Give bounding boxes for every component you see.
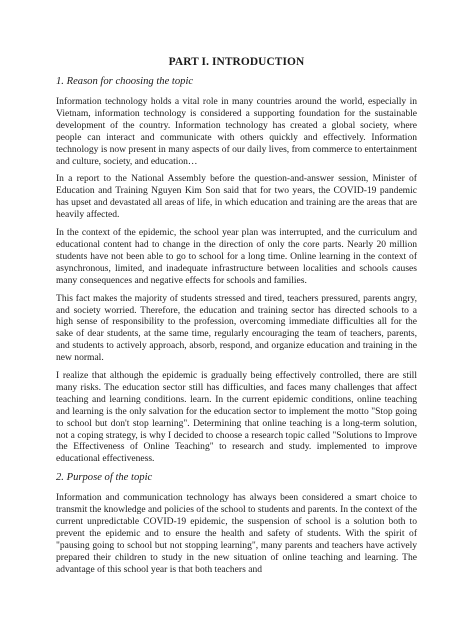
paragraph-topic-choice: I realize that although the epidemic is gradually being effectively controlled, there are still many risks. The education sector still has difficulties, and faces many challenges that affect teaching and learning conditions. learn. In the current epidemic conditions, online teaching and learning is the only salvation for the education sector to implement the motto "Stop going to school but don't stop learning". Determining that online teaching is a long-term solution, not a coping strategy, is why I decided to choose a research topic called "Solutions to Improve the Effectiveness of Online Teaching" to research and study. implemented to improve educational effectiveness. (56, 370, 417, 465)
page-content (56, 55, 417, 582)
section-heading-purpose: 2. Purpose of the topic (56, 472, 153, 484)
paragraph-epidemic-context: In the context of the epidemic, the school year plan was interrupted, and the curriculum and educational content had to change in the direction of only the core parts. Nearly 20 million students have not been able to go to school for a long time. Online learning in the context of asynchronous, limited, and inadequate infrastructure between localities and schools causes many consequences and negative effects for schools and families. (56, 227, 417, 286)
section-heading-reason: 1. Reason for choosing the topic (56, 76, 194, 87)
part-title: PART I. INTRODUCTION (168, 56, 305, 68)
paragraph-ict-purpose: Information and communication technology has always been considered a smart choice to transmit the knowledge and policies of the school to students and parents. In the context of the current unpredictable COVID-19 epidemic, the suspension of school is a solution both to prevent the epidemic and to ensure the health and safety of students. With the spirit of "pausing going to school but not stopping learning", many parents and teachers have actively prepared their children to study in the new situation of online teaching and learning. The advantage of this school year is that both teachers and (56, 492, 417, 575)
paragraph-students-stressed: This fact makes the majority of students stressed and tired, teachers pressured, parents angry, and society worried. Therefore, the education and training sector has directed schools to a high sense of responsibility to the profession, overcoming immediate difficulties all for the sake of dear students, at the same time, regularly encouraging the team of teachers, parents, and students to actively approach, absorb, respond, and organize education and training in the new normal. (56, 292, 417, 364)
paragraph-it-role: Information technology holds a vital role in many countries around the world, especially in Vietnam, information technology is considered a supporting foundation for the sustainable development of the country. Information technology has created a global society, where people can interact and communicate with others quickly and effectively. Information technology is now present in many aspects of our daily lives, from commerce to entertainment and culture, society, and education… (56, 96, 417, 167)
paragraph-national-assembly-report: In a report to the National Assembly before the question-and-answer session, Minister of Education and Training Nguyen Kim Son said that for two years, the COVID-19 pandemic has upset and devastated all areas of life, in which education and training are the areas that are heavily affected. (56, 173, 417, 221)
